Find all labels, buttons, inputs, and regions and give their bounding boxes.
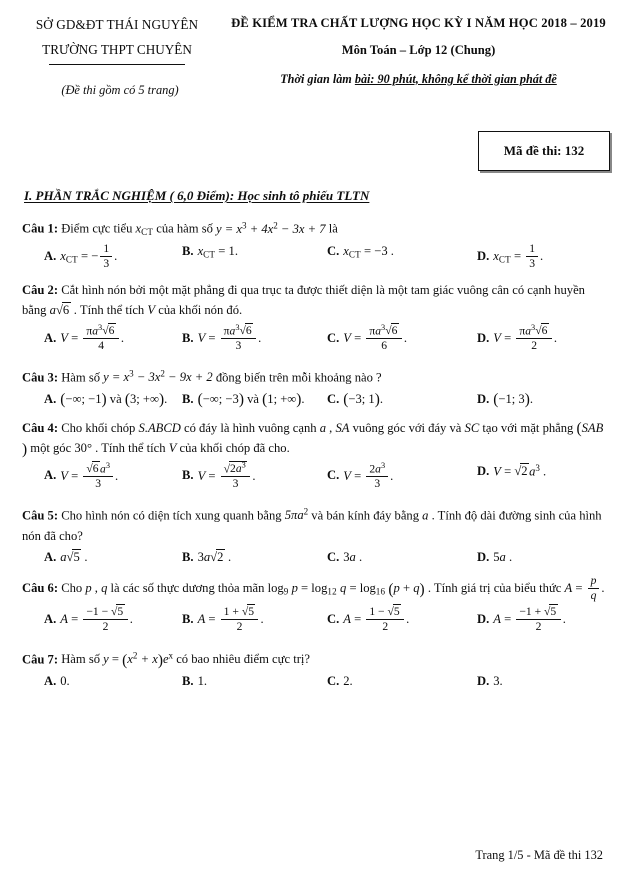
option-letter: D. <box>477 464 490 479</box>
option-letter: D. <box>477 391 490 406</box>
question-4-options <box>22 460 605 503</box>
question-5-label: Câu 5: <box>22 508 59 523</box>
school-block <box>8 14 226 98</box>
option-value: (−∞; −1) và (3; +∞). <box>60 391 168 409</box>
option-letter: D. <box>477 249 490 264</box>
question-1 <box>0 218 619 278</box>
option-value: V = $\frac{\pi a^3√6}{6}$ . <box>343 322 408 352</box>
option-value: 5a . <box>493 550 513 565</box>
option-value: V = $\frac{\pi a^3√6}{3}$ . <box>197 322 262 352</box>
question-1-option-b[interactable] <box>182 244 238 260</box>
option-letter: D. <box>477 673 490 688</box>
question-1-text-before: Điểm cực tiểu <box>58 221 136 236</box>
question-7-text: Hàm số $y = (x^2 + x)e^x$ có bao nhiêu điểm cực trị? <box>58 650 310 669</box>
option-value: A = $\frac{-1 - √5}{2}$ . <box>60 604 133 633</box>
question-3-option-a[interactable] <box>44 392 167 407</box>
page-header <box>0 0 619 98</box>
question-1-stem <box>22 218 605 240</box>
duration-underlined: bài: 90 phút, không kể thời gian phát đề <box>354 72 557 86</box>
question-5-option-b[interactable] <box>182 550 231 565</box>
question-7-option-a[interactable] <box>44 674 70 689</box>
question-6 <box>0 576 619 647</box>
question-list <box>0 218 619 700</box>
question-1-option-a[interactable] <box>44 241 118 271</box>
option-value: A = $\frac{-1 + √5}{2}$ . <box>493 604 566 633</box>
question-5 <box>0 505 619 574</box>
question-4-text: Cho khối chóp S.ABCD có đáy là hình vuông cạnh a , SA vuông góc với đáy và SC tạo với mặt phẳng (SAB) một góc 30° . Tính thể tích V của khối chóp đã cho. <box>22 420 604 458</box>
question-5-stem <box>22 505 605 546</box>
option-letter: C. <box>327 243 340 258</box>
option-letter: A. <box>44 611 57 626</box>
question-7-label: Câu 7: <box>22 652 59 667</box>
option-letter: D. <box>477 550 490 565</box>
question-2-option-b[interactable] <box>182 322 262 353</box>
option-letter: B. <box>182 243 194 258</box>
option-value: $x_{CT}$ = $\frac{1}{3}$ . <box>493 241 544 270</box>
school-authority: SỞ GD&ĐT THÁI NGUYÊN <box>35 17 199 32</box>
header-divider <box>49 64 185 65</box>
subject-line: Môn Toán – Lớp 12 (Chung) <box>341 43 496 57</box>
question-1-variable: x <box>135 221 142 236</box>
option-letter: D. <box>477 611 490 626</box>
question-4 <box>0 418 619 503</box>
question-6-text: Cho p , q là các số thực dương thỏa mãn $\log_9 p = \log_{12} q = \log_{16} (p + q)$ . Tính giá trị của biểu thức A = $\frac{p}{q}$ . <box>58 574 605 602</box>
question-1-option-c[interactable] <box>327 244 394 260</box>
question-3-label: Câu 3: <box>22 370 59 385</box>
option-value: V = $\frac{√6 a^3}{3}$ . <box>60 460 119 490</box>
question-2-text: Cắt hình nón bởi một mặt phẳng đi qua trục ta được thiết diện là một tam giác vuông cân có cạnh huyền bằng a√6 . Tính thể tích V của khối nón đó. <box>22 282 585 318</box>
option-letter: A. <box>44 249 57 264</box>
question-2-label: Câu 2: <box>22 282 59 297</box>
exam-title: ĐỀ KIỂM TRA CHẤT LƯỢNG HỌC KỲ I NĂM HỌC 2018 – 2019 <box>231 16 606 30</box>
section-heading: I. PHẦN TRẮC NGHIỆM ( 6,0 Điểm): Học sinh tô phiếu TLTN <box>24 188 370 203</box>
option-letter: C. <box>327 673 340 688</box>
exam-code-label: Mã đề thi: 132 <box>503 143 585 158</box>
question-5-option-d[interactable] <box>477 550 512 565</box>
question-4-stem <box>22 418 605 459</box>
question-5-options <box>22 550 605 574</box>
option-value: 2. <box>343 673 353 688</box>
question-3-stem <box>22 367 605 388</box>
question-3-option-b[interactable] <box>182 392 305 407</box>
question-3-option-d[interactable] <box>477 392 533 407</box>
question-6-label: Câu 6: <box>22 581 59 596</box>
option-letter: B. <box>182 673 194 688</box>
question-4-label: Câu 4: <box>22 420 59 435</box>
option-letter: B. <box>182 330 194 345</box>
option-value: V = √2 $a^3$ . <box>493 462 547 479</box>
option-value: $x_{CT}$ = − $\frac{1}{3}$ . <box>60 241 118 270</box>
option-letter: B. <box>182 468 194 483</box>
question-3-options <box>22 392 605 416</box>
option-value: $x_{CT} = -3$ . <box>343 243 394 260</box>
question-2-stem <box>22 280 605 321</box>
question-7-options <box>22 674 605 698</box>
option-letter: C. <box>327 550 340 565</box>
option-value: A = $\frac{1 + √5}{2}$ . <box>197 604 264 633</box>
question-2-options <box>22 322 605 365</box>
question-4-option-d[interactable] <box>477 463 546 480</box>
question-2-option-a[interactable] <box>44 322 125 353</box>
page-count-note: (Đề thi gồm có 5 trang) <box>61 83 179 97</box>
exam-title-block <box>226 14 611 87</box>
question-1-text-mid: của hàm số <box>153 221 217 236</box>
option-value: (−∞; −3) và (1; +∞). <box>197 391 305 409</box>
question-6-option-d[interactable] <box>477 604 566 634</box>
question-1-variable-subscript: CT <box>141 227 154 238</box>
option-value: 0. <box>60 673 70 688</box>
option-value: V = $\frac{\pi a^3√6}{4}$ . <box>60 322 125 352</box>
question-7 <box>0 649 619 698</box>
duration-prefix: Thời gian làm <box>280 72 355 86</box>
option-value: a√5 . <box>60 550 88 565</box>
option-value: A = $\frac{1 - √5}{2}$ . <box>343 604 410 633</box>
question-2 <box>0 280 619 365</box>
option-letter: C. <box>327 330 340 345</box>
question-3-text: Hàm số $y = x^3 - 3x^2 - 9x + 2$ đồng biến trên mỗi khoảng nào ? <box>58 368 382 385</box>
option-value: 3. <box>493 673 503 688</box>
question-7-option-c[interactable] <box>327 674 353 689</box>
option-value: V = $\frac{\pi a^3√6}{2}$ . <box>493 322 558 352</box>
exam-code-box <box>478 131 610 171</box>
question-6-stem <box>22 576 605 603</box>
option-value: 3a√2 . <box>197 550 232 565</box>
option-letter: B. <box>182 391 194 406</box>
question-6-options <box>22 604 605 647</box>
question-5-option-c[interactable] <box>327 550 362 565</box>
option-value: (−1; 3). <box>493 391 533 409</box>
question-1-options <box>22 241 605 278</box>
question-6-option-c[interactable] <box>327 604 410 634</box>
question-5-option-a[interactable] <box>44 550 88 565</box>
question-4-option-c[interactable] <box>327 460 394 491</box>
option-letter: A. <box>44 391 57 406</box>
option-value: V = $\frac{√2a^3}{3}$ . <box>197 460 256 490</box>
option-value: 1. <box>197 673 208 688</box>
question-5-text: Cho hình nón có diện tích xung quanh bằng $5\pi a^2$ và bán kính đáy bằng a . Tính độ dài đường sinh của hình nón đã cho? <box>22 506 602 543</box>
option-letter: D. <box>477 330 490 345</box>
question-4-option-b[interactable] <box>182 460 256 491</box>
question-1-text-after: là <box>325 221 338 236</box>
question-6-option-a[interactable] <box>44 604 133 634</box>
question-1-function: $y = x^3 + 4x^2 - 3x + 7$ <box>216 220 326 236</box>
duration-line <box>226 72 611 87</box>
question-3-option-c[interactable] <box>327 392 383 407</box>
option-value: 3a . <box>343 550 363 565</box>
option-letter: A. <box>44 468 57 483</box>
option-letter: A. <box>44 673 57 688</box>
question-7-option-d[interactable] <box>477 674 503 689</box>
option-value: $x_{CT} = 1$. <box>197 243 238 260</box>
question-6-option-b[interactable] <box>182 604 264 634</box>
option-letter: B. <box>182 550 194 565</box>
option-value: V = $\frac{2a^3}{3}$ . <box>343 460 394 490</box>
page-footer: Trang 1/5 - Mã đề thi 132 <box>475 848 603 862</box>
option-letter: A. <box>44 330 57 345</box>
question-2-option-d[interactable] <box>477 322 558 353</box>
question-3 <box>0 367 619 416</box>
option-value: (−3; 1). <box>343 391 383 409</box>
question-4-option-a[interactable] <box>44 460 119 491</box>
question-7-option-b[interactable] <box>182 674 207 689</box>
question-7-stem <box>22 649 605 670</box>
option-letter: B. <box>182 611 194 626</box>
option-letter: A. <box>44 550 57 565</box>
option-letter: C. <box>327 468 340 483</box>
question-2-option-c[interactable] <box>327 322 408 353</box>
option-letter: C. <box>327 611 340 626</box>
school-name: TRƯỜNG THPT CHUYÊN <box>42 42 192 57</box>
option-letter: C. <box>327 391 340 406</box>
question-1-label: Câu 1: <box>22 221 59 236</box>
question-1-option-d[interactable] <box>477 241 544 271</box>
